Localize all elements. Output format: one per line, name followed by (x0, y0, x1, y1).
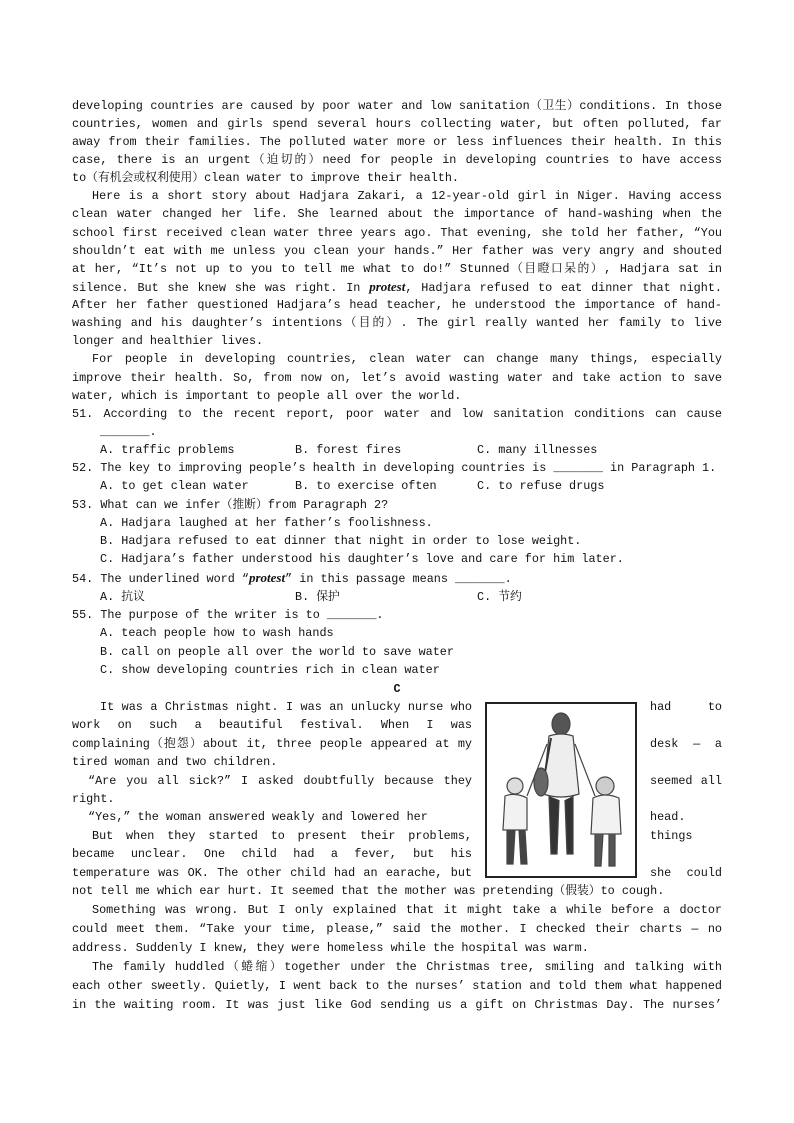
text-line (72, 97, 722, 115)
text-segment: , Hadjara refused to eat dinner that night. (405, 281, 722, 295)
text-line (72, 332, 722, 350)
text-segment: shouldn’t eat with me unless you clean your hands.” Her father was very angry and shouted (72, 244, 722, 258)
text-segment: not tell me which ear hurt. It seemed that the mother was pretending（假装）to cough. (72, 884, 665, 898)
text-segment: away from their families. The polluted water more or less influences their health. In this (72, 135, 722, 149)
text-line (72, 939, 722, 957)
text-segment: 53. What can we infer（推断）from Paragraph 2? (72, 498, 389, 512)
text-segment: address. Suddenly I knew, they were homeless while the hospital was warm. (72, 941, 589, 955)
text-segment: each other sweetly. Quietly, I went back to the nurses’ station and told them what happened (72, 979, 722, 993)
text-line (72, 369, 722, 387)
text-line-right: seemed all (650, 774, 722, 788)
text-line (72, 996, 722, 1014)
text-line (100, 643, 722, 661)
text-line (100, 624, 722, 642)
text-segment: clean water changed her life. She learned about the importance of hand-washing when the (72, 207, 722, 221)
text-line (72, 882, 722, 900)
text-line (100, 532, 722, 550)
text-segment: B. call on people all over the world to save water (100, 645, 454, 659)
answer-option[interactable]: B. 保护 (295, 590, 340, 604)
text-segment: A. teach people how to wash hands (100, 626, 334, 640)
text-line (72, 224, 722, 242)
answer-option[interactable]: A. traffic problems (100, 443, 235, 457)
text-line (92, 901, 722, 919)
answer-option[interactable]: B. forest fires (295, 443, 402, 457)
text-segment: case, there is an urgent（迫切的）need for people in developing countries to have access (72, 153, 722, 167)
text-line (72, 977, 722, 995)
text-line (72, 387, 722, 405)
text-segment: to（有机会或权利使用）clean water to improve their health. (72, 171, 459, 185)
text-line (92, 187, 722, 205)
text-line-left: “Are you all sick?” I asked doubtfully because they (88, 774, 472, 788)
text-line (72, 278, 722, 296)
text-line-left: tired woman and two children. (72, 755, 278, 769)
text-line (100, 423, 722, 441)
text-segment: 55. The purpose of the writer is to _______. (72, 608, 384, 622)
text-segment: longer and healthier lives. (72, 334, 264, 348)
illustration-mother-and-children (485, 702, 637, 878)
text-line (92, 958, 722, 976)
text-segment: _______. (100, 425, 157, 439)
section-heading: C (393, 682, 401, 696)
answer-option[interactable]: B. to exercise often (295, 479, 437, 493)
text-line-left: temperature was OK. The other child had an earache, but (72, 866, 472, 880)
text-segment: A. Hadjara laughed at her father’s foolishness. (100, 516, 433, 530)
text-segment: 54. The underlined word “ (72, 572, 249, 586)
text-segment: 51. According to the recent report, poor water and low sanitation conditions can cause (72, 407, 722, 421)
text-segment: improve their health. So, from now on, let’s avoid wasting water and take action to save (72, 371, 722, 385)
text-segment: B. Hadjara refused to eat dinner that night in order to lose weight. (100, 534, 582, 548)
text-line (72, 296, 722, 314)
answer-option[interactable]: C. many illnesses (477, 443, 598, 457)
text-line-left: “Yes,” the woman answered weakly and lowered her (88, 810, 428, 824)
text-line-left: work on such a beautiful festival. When I was (72, 718, 472, 732)
text-segment: ” in this passage means _______. (285, 572, 512, 586)
text-line (72, 205, 722, 223)
text-line-left: But when they started to present their problems, (92, 829, 472, 843)
text-line (72, 169, 722, 187)
text-segment: at her, “It’s not up to you to tell me what to do!” Stunned（目瞪口呆的）, Hadjara sat in (72, 262, 722, 276)
text-line-right: she could (650, 866, 722, 880)
text-line-left: right. (72, 792, 115, 806)
text-segment: in the waiting room. It was just like God sending us a gift on Christmas Day. The nurses’ (72, 998, 722, 1012)
text-line (72, 133, 722, 151)
text-line-left: complaining（抱怨）about it, three people appeared at my (72, 737, 472, 751)
text-segment: silence. But she knew she was right. In (72, 281, 370, 295)
text-segment: Here is a short story about Hadjara Zakari, a 12-year-old girl in Niger. Having access (92, 189, 722, 203)
text-segment: developing countries are caused by poor water and low sanitation（卫生）conditions. In those (72, 99, 722, 113)
text-segment: water, which is important to people all over the world. (72, 389, 462, 403)
text-segment: For people in developing countries, clean water can change many things, especially (92, 352, 722, 366)
answer-option[interactable]: A. 抗议 (100, 590, 145, 604)
text-line (72, 260, 722, 278)
text-line (72, 496, 722, 514)
text-segment: After her father questioned Hadjara’s head teacher, he understood the importance of hand- (72, 298, 722, 312)
text-segment: could meet them. “Take your time, please,” said the mother. I checked their charts — no (72, 922, 722, 936)
text-line (72, 115, 722, 133)
text-line (92, 350, 722, 368)
text-line (72, 405, 722, 423)
text-segment: washing and his daughter’s intentions（目的）. The girl really wanted her family to live (72, 316, 722, 330)
text-line (100, 514, 722, 532)
text-segment: Something was wrong. But I only explained that it might take a while before a doctor (92, 903, 722, 917)
text-line (100, 550, 722, 568)
text-line-right: desk — a (650, 737, 722, 751)
answer-option[interactable]: C. 节约 (477, 590, 522, 604)
text-line (72, 569, 722, 587)
text-line (72, 920, 722, 938)
text-line-right: things (650, 829, 693, 843)
text-segment: school first received clean water three years ago. That evening, she told her father, “You (72, 226, 722, 240)
emphasized-word: protest (369, 279, 406, 294)
text-segment: 52. The key to improving people’s health in developing countries is _______ in Paragraph 1. (72, 461, 717, 475)
family-sketch-icon (487, 704, 635, 876)
text-line-right: had to (650, 700, 722, 714)
text-segment: The family huddled（蜷缩）together under the Christmas tree, smiling and talking with (92, 960, 722, 974)
text-line-right: head. (650, 810, 686, 824)
text-line (72, 459, 722, 477)
text-line (100, 661, 722, 679)
text-line (72, 314, 722, 332)
text-line (72, 606, 722, 624)
text-segment: C. Hadjara’s father understood his daughter’s love and care for him later. (100, 552, 624, 566)
answer-option[interactable]: A. to get clean water (100, 479, 249, 493)
text-line (72, 151, 722, 169)
emphasized-word: protest (248, 570, 286, 585)
answer-option[interactable]: C. to refuse drugs (477, 479, 605, 493)
text-line (72, 242, 722, 260)
text-line-left: It was a Christmas night. I was an unlucky nurse who (100, 700, 472, 714)
text-segment: countries, women and girls spend several hours collecting water, but often polluted, far (72, 117, 722, 131)
text-segment: C. show developing countries rich in clean water (100, 663, 440, 677)
text-line-left: became unclear. One child had a fever, but his (72, 847, 472, 861)
